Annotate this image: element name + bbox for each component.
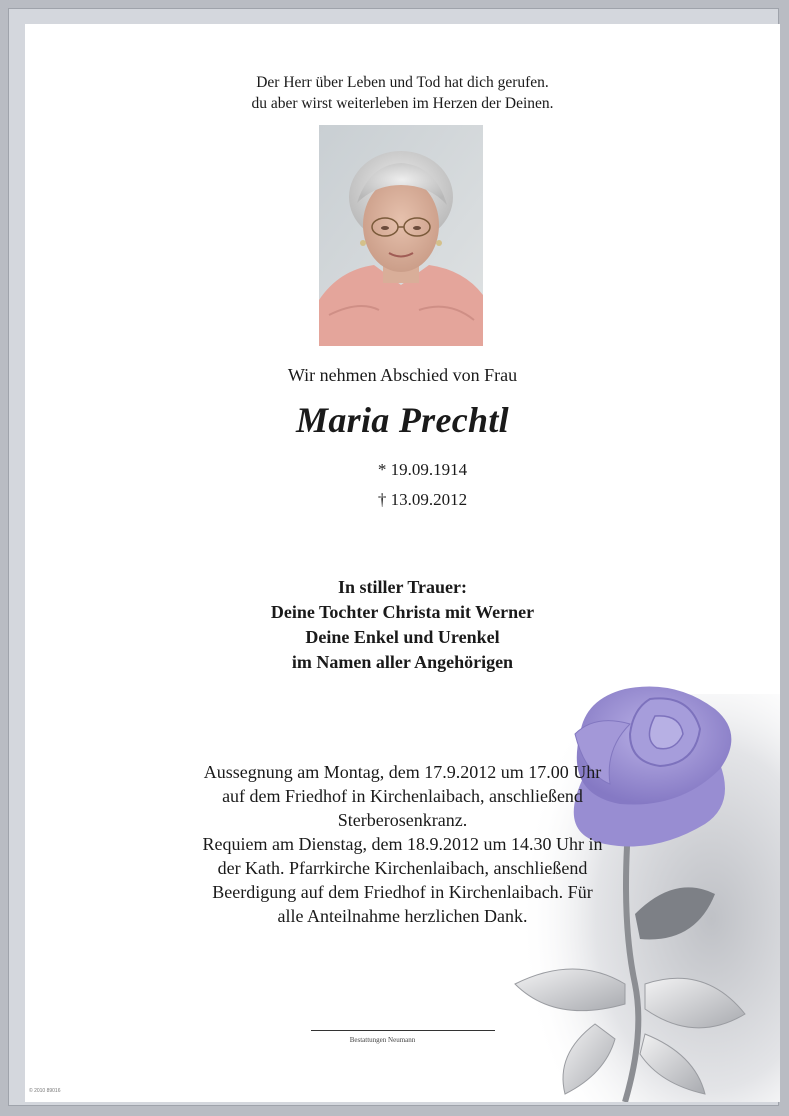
- deceased-name: Maria Prechtl: [296, 400, 509, 440]
- obituary-card: [25, 24, 780, 1102]
- funeral-home: Bestattungen Neumann: [349, 1036, 416, 1044]
- mourner-line: Deine Enkel und Urenkel: [305, 627, 500, 647]
- farewell-intro: Wir nehmen Abschied von Frau: [287, 365, 518, 385]
- service-details: [25, 760, 780, 928]
- verse-line-2: du aber wirst weiterleben im Herzen der Deinen.: [251, 95, 554, 112]
- service-line: der Kath. Pfarrkirche Kirchenlaibach, anschließend: [217, 858, 588, 878]
- mourner-line: Deine Tochter Christa mit Werner: [270, 602, 535, 622]
- mourning-heading: In stiller Trauer:: [338, 577, 467, 597]
- signature-line: [311, 1030, 495, 1031]
- service-line: Beerdigung auf dem Friedhof in Kirchenlaibach. Für: [212, 882, 593, 902]
- service-line: Requiem am Dienstag, dem 18.9.2012 um 14.30 Uhr in: [202, 834, 603, 854]
- card-frame: [8, 8, 779, 1106]
- mourner-line: im Namen aller Angehörigen: [291, 652, 514, 672]
- service-line: alle Anteilnahme herzlichen Dank.: [277, 906, 528, 926]
- service-line: Sterberosenkranz.: [337, 810, 468, 830]
- death-date: † 13.09.2012: [377, 490, 468, 509]
- verse: [25, 72, 780, 114]
- service-line: Aussegnung am Montag, dem 17.9.2012 um 17.00 Uhr: [203, 762, 602, 782]
- birth-date: * 19.09.1914: [377, 460, 468, 479]
- verse-line-1: Der Herr über Leben und Tod hat dich gerufen.: [256, 74, 549, 91]
- service-line: auf dem Friedhof in Kirchenlaibach, anschließend: [222, 786, 583, 806]
- copyright-note: © 2010 89016: [29, 1088, 61, 1094]
- portrait-photo: [319, 125, 483, 346]
